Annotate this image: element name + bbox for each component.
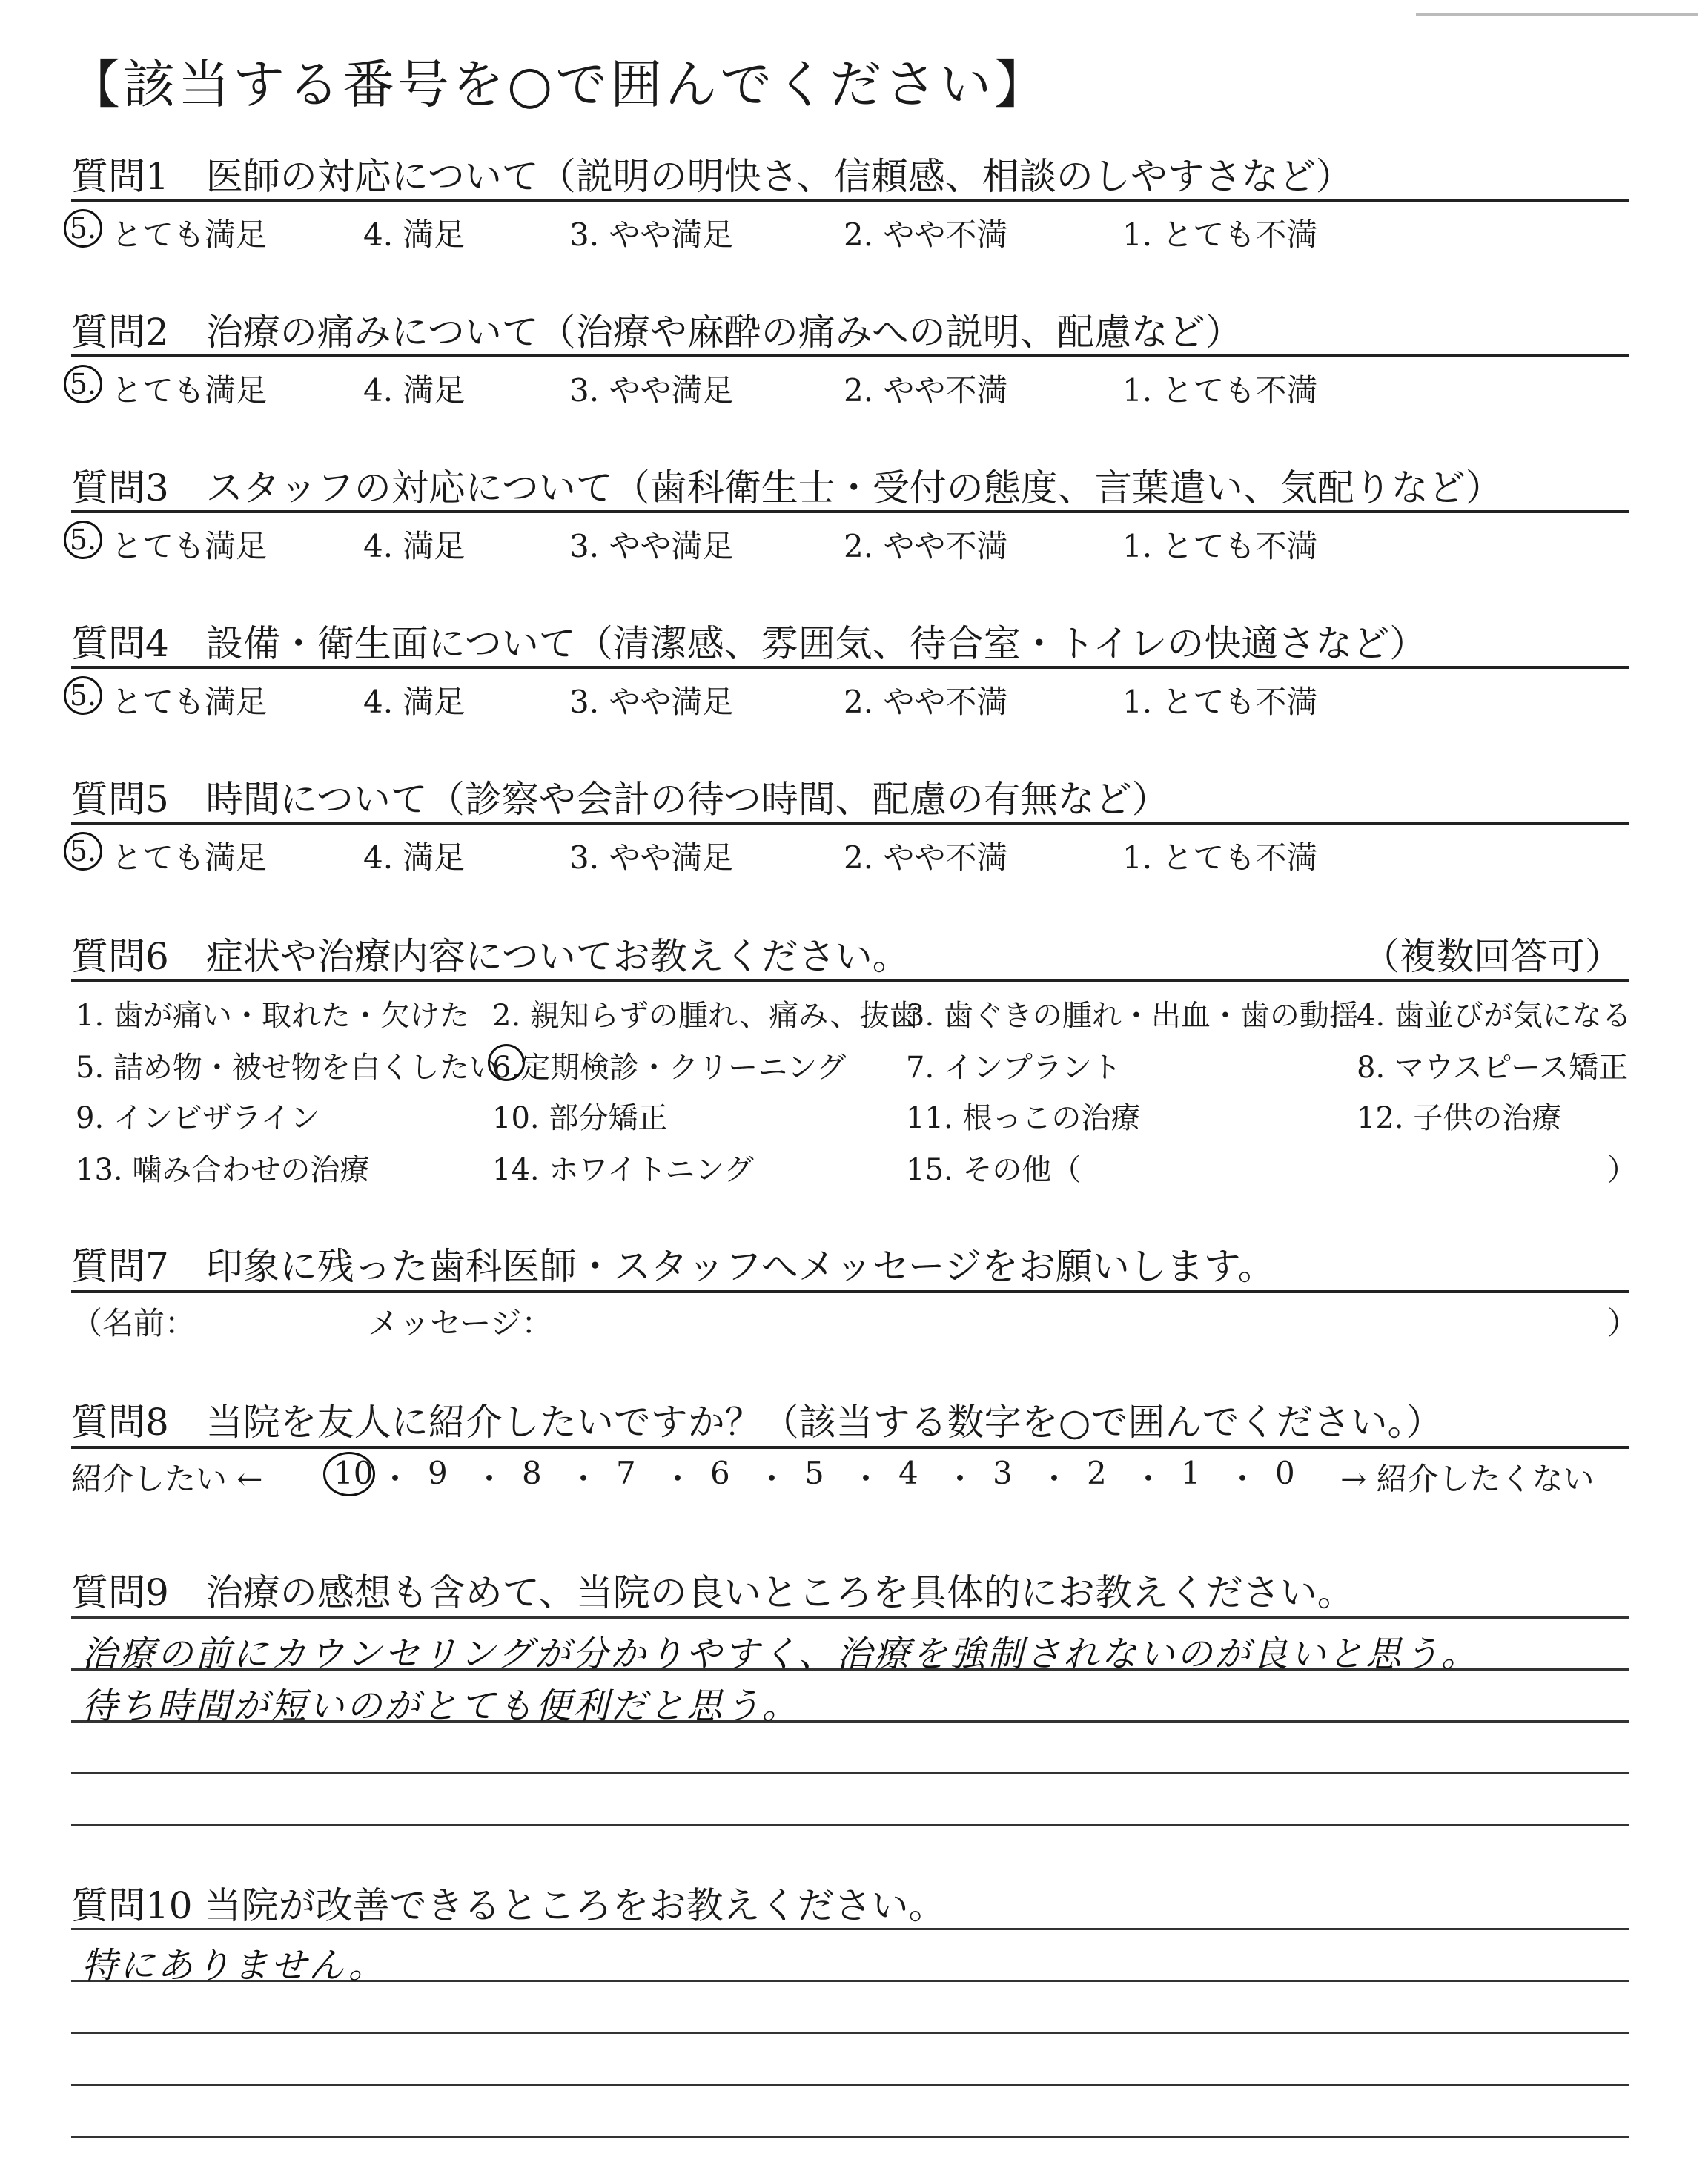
q3-option[interactable]: 3. やや満足 xyxy=(569,528,734,564)
q5-selected-choice[interactable] xyxy=(64,830,104,871)
q2-selected-choice[interactable] xyxy=(64,363,104,403)
q8-scale-number[interactable]: 5 xyxy=(804,1455,824,1491)
circled-number: 5. xyxy=(64,676,102,715)
q4-option[interactable]: 3. やや満足 xyxy=(569,684,734,720)
q5-option[interactable]: 3. やや満足 xyxy=(569,839,734,876)
q8-scale-dot: ・ xyxy=(944,1461,976,1497)
q4-option[interactable]: 1. とても不満 xyxy=(1122,684,1318,720)
q9-line-5 xyxy=(71,1824,1629,1826)
circled-number: 5. xyxy=(64,521,102,559)
q7-rule xyxy=(71,1290,1629,1293)
q5-option[interactable]: 1. とても不満 xyxy=(1122,839,1318,876)
q7-message-label: メッセージ： xyxy=(368,1305,553,1341)
q5-option[interactable]: 2. やや不満 xyxy=(844,839,1008,876)
q8-scale-number[interactable]: 3 xyxy=(993,1455,1013,1491)
q1-option[interactable]: とても満足 xyxy=(111,217,268,253)
q7-name-label: （名前： xyxy=(71,1305,196,1341)
q3-title: 質問3 スタッフの対応について（歯科衛生士・受付の態度、言葉遣い、気配りなど） xyxy=(71,466,1503,509)
q1-option[interactable]: 3. やや満足 xyxy=(569,217,734,253)
q10-answer-line: 特にありません。 xyxy=(82,1945,386,1986)
q8-scale-number[interactable]: 9 xyxy=(428,1455,448,1491)
q7-title: 質問7 印象に残った歯科医師・スタッフへメッセージをお願いします。 xyxy=(71,1245,1275,1288)
q8-scale-number[interactable]: 7 xyxy=(616,1455,636,1491)
q6-option[interactable]: 5. 詰め物・被せ物を白くしたい xyxy=(76,1051,499,1085)
q8-scale-dot: ・ xyxy=(1133,1461,1165,1497)
q8-title: 質問8 当院を友人に紹介したいですか？（該当する数字を○で囲んでください。） xyxy=(71,1401,1443,1444)
q3-rule xyxy=(71,510,1629,513)
q6-option[interactable]: 14. ホワイトニング xyxy=(492,1153,754,1187)
q6-option[interactable]: 9. インビザライン xyxy=(76,1101,320,1135)
q2-option[interactable]: 4. 満足 xyxy=(363,372,466,409)
q1-rule xyxy=(71,199,1629,202)
q1-option[interactable]: 2. やや不満 xyxy=(844,217,1008,253)
q10-line-4 xyxy=(71,2084,1629,2086)
q5-option[interactable]: 4. 満足 xyxy=(363,839,466,876)
q10-line-5 xyxy=(71,2136,1629,2138)
q8-right-label: → 紹介したくない xyxy=(1340,1461,1595,1497)
q8-scale-number[interactable]: 10 xyxy=(334,1455,374,1491)
q1-option[interactable]: 4. 満足 xyxy=(363,217,466,253)
q6-option[interactable]: 12. 子供の治療 xyxy=(1357,1101,1562,1135)
q8-selection-circle xyxy=(323,1452,375,1496)
q3-selected-choice[interactable] xyxy=(64,519,104,559)
circled-number: 5. xyxy=(64,209,102,248)
page-title: 【該当する番号を○で囲んでください】 xyxy=(68,54,1050,115)
q8-scale-dot: ・ xyxy=(568,1461,600,1497)
q8-scale-number[interactable]: 0 xyxy=(1275,1455,1295,1491)
q4-option[interactable]: とても満足 xyxy=(111,684,268,720)
q4-selected-choice[interactable] xyxy=(64,675,104,715)
q3-option[interactable]: 1. とても不満 xyxy=(1122,528,1318,564)
q9-answer-line: 待ち時間が短いのがとても便利だと思う。 xyxy=(82,1685,801,1727)
q8-scale-number[interactable]: 6 xyxy=(710,1455,730,1491)
q5-title: 質問5 時間について（診察や会計の待つ時間、配慮の有無など） xyxy=(71,778,1169,821)
q6-option: ） xyxy=(1607,1153,1637,1187)
q8-scale-number[interactable]: 2 xyxy=(1087,1455,1107,1491)
q8-rule xyxy=(71,1446,1629,1449)
q5-option[interactable]: とても満足 xyxy=(111,839,268,876)
q3-option[interactable]: とても満足 xyxy=(111,528,268,564)
circled-number: 5. xyxy=(64,832,102,871)
q8-scale-dot: ・ xyxy=(1227,1461,1259,1497)
q2-title: 質問2 治療の痛みについて（治療や麻酔の痛みへの説明、配慮など） xyxy=(71,311,1242,354)
q8-left-label: 紹介したい ← xyxy=(71,1461,263,1497)
q6-option[interactable]: 6.定期検診・クリーニング xyxy=(492,1051,847,1085)
q6-option[interactable]: 4. 歯並びが気になる xyxy=(1357,999,1632,1033)
q3-option[interactable]: 2. やや不満 xyxy=(844,528,1008,564)
q6-option[interactable]: 13. 噛み合わせの治療 xyxy=(76,1153,370,1187)
q6-option[interactable]: 1. 歯が痛い・取れた・欠けた xyxy=(76,999,469,1033)
q5-rule xyxy=(71,822,1629,825)
q4-option[interactable]: 2. やや不満 xyxy=(844,684,1008,720)
q8-scale-number[interactable]: 1 xyxy=(1181,1455,1201,1491)
q10-title: 質問10 当院が改善できるところをお教えください。 xyxy=(71,1884,946,1927)
q8-scale-dot: ・ xyxy=(850,1461,882,1497)
scan-edge-line xyxy=(1416,13,1698,16)
q6-option[interactable]: 2. 親知らずの腫れ、痛み、抜歯 xyxy=(492,999,919,1033)
q8-scale-dot: ・ xyxy=(662,1461,694,1497)
q2-option[interactable]: 2. やや不満 xyxy=(844,372,1008,409)
q8-scale-dot: ・ xyxy=(756,1461,788,1497)
q8-scale-number[interactable]: 8 xyxy=(522,1455,542,1491)
q7-close-paren: ） xyxy=(1607,1305,1639,1341)
q8-scale-dot: ・ xyxy=(474,1461,506,1497)
q10-line-3 xyxy=(71,2032,1629,2034)
q10-line-1 xyxy=(71,1928,1629,1930)
q4-title: 質問4 設備・衛生面について（清潔感、雰囲気、待合室・トイレの快適さなど） xyxy=(71,622,1427,665)
q6-title: 質問6 症状や治療内容についてお教えください。 xyxy=(71,935,910,978)
q1-title: 質問1 医師の対応について（説明の明快さ、信頼感、相談のしやすさなど） xyxy=(71,155,1353,198)
q2-option[interactable]: 1. とても不満 xyxy=(1122,372,1318,409)
q6-note: （複数回答可） xyxy=(1363,935,1622,978)
q9-line-1 xyxy=(71,1616,1629,1619)
q9-answer-line: 治療の前にカウンセリングが分かりやすく、治療を強制されないのが良いと思う。 xyxy=(82,1634,1480,1675)
q6-rule xyxy=(71,979,1629,982)
q4-rule xyxy=(71,666,1629,669)
q3-option[interactable]: 4. 満足 xyxy=(363,528,466,564)
q2-rule xyxy=(71,354,1629,357)
q2-option[interactable]: とても満足 xyxy=(111,372,268,409)
q9-title: 質問9 治療の感想も含めて、当院の良いところを具体的にお教えください。 xyxy=(71,1571,1354,1614)
q6-option[interactable]: 11. 根っこの治療 xyxy=(906,1101,1141,1135)
q6-option[interactable]: 3. 歯ぐきの腫れ・出血・歯の動揺 xyxy=(906,999,1359,1033)
q6-option[interactable]: 10. 部分矯正 xyxy=(492,1101,668,1135)
q8-scale-number[interactable]: 4 xyxy=(898,1455,918,1491)
circled-number: 5. xyxy=(64,365,102,403)
q4-option[interactable]: 4. 満足 xyxy=(363,684,466,720)
q6-option[interactable]: 7. インプラント xyxy=(906,1051,1122,1085)
q6-option[interactable]: 15. その他（ xyxy=(906,1153,1082,1187)
q9-line-4 xyxy=(71,1772,1629,1774)
q1-option[interactable]: 1. とても不満 xyxy=(1122,217,1318,253)
q6-selection-circle xyxy=(488,1044,525,1081)
q8-scale-dot: ・ xyxy=(1039,1461,1070,1497)
q2-option[interactable]: 3. やや満足 xyxy=(569,372,734,409)
q6-option[interactable]: 8. マウスピース矯正 xyxy=(1357,1051,1629,1085)
q8-scale-dot: ・ xyxy=(380,1461,411,1497)
q1-selected-choice[interactable] xyxy=(64,208,104,248)
